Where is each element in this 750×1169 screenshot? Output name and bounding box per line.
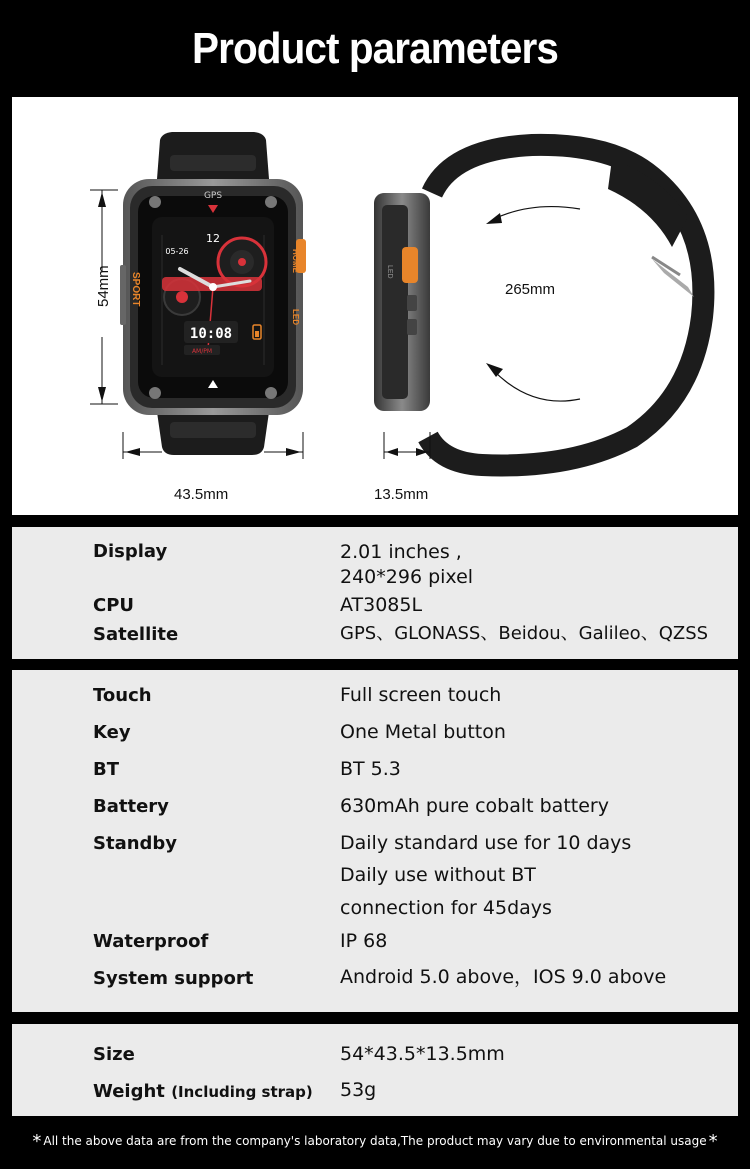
spec-value-cpu: AT3085L	[340, 594, 423, 616]
product-dimension-figure	[12, 97, 738, 515]
spec-value-display-line2: 240*296 pixel	[340, 566, 474, 588]
spec-value-standby-line2: Daily use without BT	[340, 864, 536, 886]
ampm-label: AM/PM	[191, 348, 213, 355]
date-label: 05-26	[165, 247, 189, 256]
spec-value-battery: 630mAh pure cobalt battery	[340, 795, 609, 817]
spec-label-cpu: CPU	[93, 595, 135, 616]
footer-disclaimer	[0, 1126, 750, 1156]
watch-illustration	[12, 97, 738, 515]
spec-label-display: Display	[93, 541, 168, 562]
footer-star-left: *	[32, 1130, 42, 1152]
spec-label-weight	[93, 1081, 313, 1102]
spec-value-system-support: Android 5.0 above，IOS 9.0 above	[340, 966, 667, 988]
spec-label-size: Size	[93, 1044, 135, 1065]
thickness-dimension-label: 13.5mm	[374, 486, 429, 503]
spec-value-standby-line3: connection for 45days	[340, 897, 552, 919]
spec-value-touch: Full screen touch	[340, 684, 502, 706]
hour-mark-label: 12	[206, 232, 220, 245]
spec-label-waterproof: Waterproof	[93, 931, 209, 952]
spec-value-waterproof: IP 68	[340, 930, 388, 952]
strap-length-label: 265mm	[504, 281, 556, 298]
spec-value-satellite: GPS、GLONASS、Beidou、Galileo、QZSS	[340, 623, 709, 644]
height-dimension-label: 54mm	[95, 265, 112, 307]
page-title: Product parameters	[192, 24, 558, 73]
sport-button-label: SPORT	[130, 272, 141, 307]
spec-value-weight: 53g	[340, 1079, 377, 1101]
spec-label-touch: Touch	[93, 685, 152, 706]
footer-note: All the above data are from the company's laboratory data,The product may vary due to environmental usage	[43, 1134, 707, 1148]
spec-label-system-support: System support	[93, 968, 254, 989]
spec-value-key: One Metal button	[340, 721, 506, 743]
weight-label-note: (Including strap)	[171, 1083, 313, 1101]
digital-time-label: 10:08	[189, 326, 233, 342]
spec-value-display-line1: 2.01 inches ,	[340, 541, 462, 563]
spec-label-standby: Standby	[93, 833, 178, 854]
spec-label-bt: BT	[93, 759, 119, 780]
spec-panel-display	[12, 527, 738, 659]
strap-loop	[428, 145, 703, 466]
spec-panel-features	[12, 670, 738, 1012]
spec-label-satellite: Satellite	[93, 624, 179, 645]
spec-value-size: 54*43.5*13.5mm	[340, 1043, 505, 1065]
spec-label-battery: Battery	[93, 796, 169, 817]
strap-length-arrows	[486, 207, 580, 402]
spec-label-key: Key	[93, 722, 131, 743]
weight-label-text: Weight	[93, 1081, 165, 1102]
home-button-label: HOME	[291, 249, 300, 273]
spec-value-bt: BT 5.3	[340, 758, 401, 780]
watch-case-side	[374, 193, 430, 411]
side-led-label: LED	[386, 265, 393, 279]
footer-star-right: *	[708, 1130, 718, 1152]
spec-panel-physical	[12, 1024, 738, 1116]
bezel-gps-label: GPS	[203, 191, 223, 201]
spec-value-standby-line1: Daily standard use for 10 days	[340, 832, 632, 854]
led-button-label: LED	[291, 309, 300, 325]
width-dimension-label: 43.5mm	[174, 486, 229, 503]
